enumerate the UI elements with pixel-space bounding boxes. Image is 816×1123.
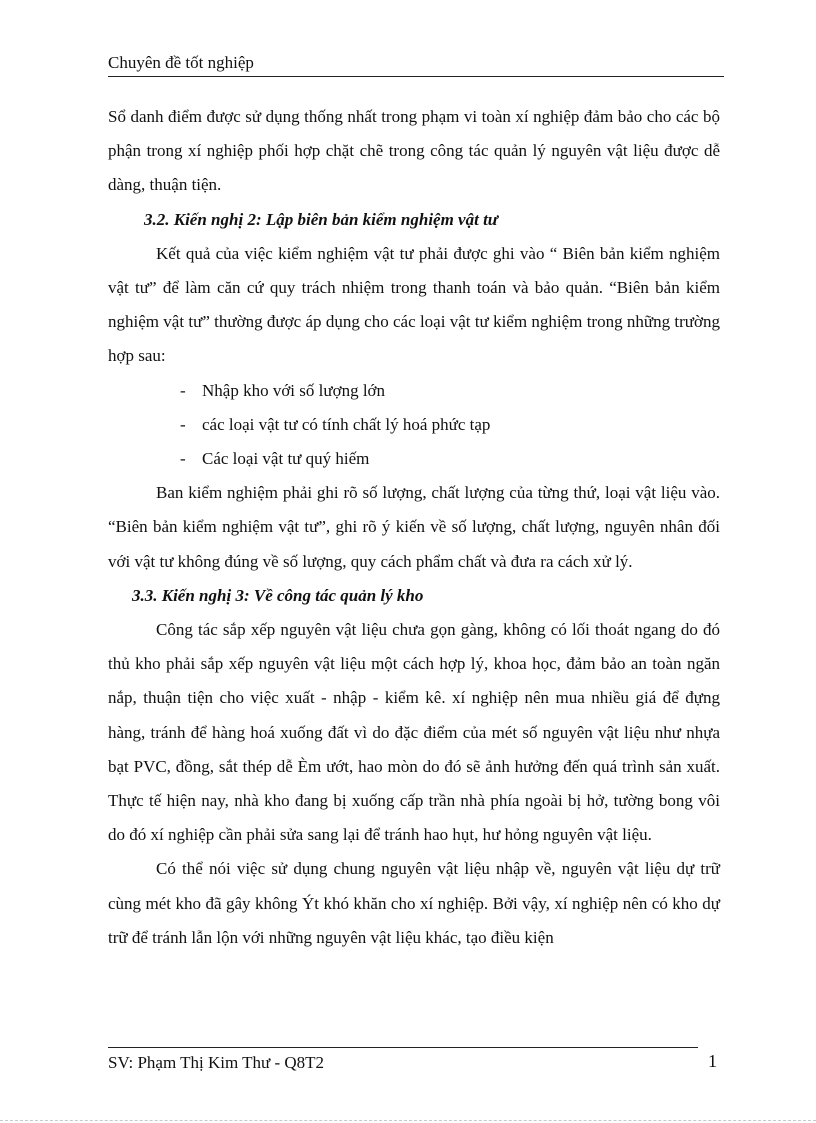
document-body [108,100,720,955]
footer-rule [108,1047,698,1048]
bullet-item [108,374,720,408]
bullet-list [108,374,720,477]
paragraph-2: Kết quả của việc kiểm nghiệm vật tư phải được ghi vào “ Biên bản kiểm nghiệm vật tư” để làm căn cứ quy trách nhiệm trong thanh toán và bảo quản. “Biên bản kiểm nghiệm vật tư” thường được áp dụng cho các loại vật tư kiểm nghiệm trong những trường hợp sau: [108,243,720,366]
paragraph-5: Có thể nói việc sử dụng chung nguyên vật liệu nhập về, nguyên vật liệu dự trữ cùng mét kho đã gây không Ýt khó khăn cho xí nghiệp. Bởi vậy, xí nghiệp nên có kho dự trữ để tránh lẫn lộn với những nguyên vật liệu khác, tạo điều kiện [108,859,720,947]
paragraph-3: Ban kiểm nghiệm phải ghi rõ số lượng, chất lượng của từng thứ, loại vật liệu vào. “Biên bản kiểm nghiệm vật tư”, ghi rõ ý kiến về số lượng, chất lượng, nguyên nhân đối với vật tư không đúng về số lượng, quy cách phẩm chất và đưa ra cách xử lý. [108,483,720,571]
header-rule [108,76,724,77]
page-bottom-divider [0,1120,816,1121]
section-heading-3-2: 3.2. Kiến nghị 2: Lập biên bản kiểm nghiệm vật tư [144,209,498,229]
bullet-text: Nhập kho với số lượng lớn [202,380,386,400]
bullet-dash: - [180,380,186,400]
page-header: Chuyên đề tốt nghiệp [108,53,254,72]
bullet-text: các loại vật tư có tính chất lý hoá phức tạp [202,414,491,434]
section-heading-3-3: 3.3. Kiến nghị 3: Về công tác quản lý kho [132,585,424,605]
footer-author: SV: Phạm Thị Kim Thư - Q8T2 [108,1053,325,1072]
bullet-text: Các loại vật tư quý hiếm [202,449,370,469]
bullet-dash: - [180,449,186,469]
paragraph-1: Sổ danh điểm được sử dụng thống nhất trong phạm vi toàn xí nghiệp đảm bảo cho các bộ phận trong xí nghiệp phối hợp chặt chẽ trong công tác quản lý nguyên vật liệu được dễ dàng, thuận tiện. [108,107,720,195]
bullet-dash: - [180,414,186,434]
bullet-item [108,442,720,476]
bullet-item [108,408,720,442]
page-number: 1 [708,1051,717,1071]
paragraph-4: Công tác sắp xếp nguyên vật liệu chưa gọn gàng, không có lối thoát ngang do đó thủ kho phải sắp xếp nguyên vật liệu một cách hợp lý, khoa học, đảm bảo an toàn ngăn nắp, thuận tiện cho việc xuất - nhập - kiểm kê. xí nghiệp nên mua nhiều giá để đựng hàng, tránh để hàng hoá xuống đất vì do đặc điểm của mét số nguyên vật liệu như nhựa bạt PVC, đồng, sắt thép dễ Èm ướt, hao mòn do đó sẽ ảnh hưởng đến quá trình sản xuất. Thực tế hiện nay, nhà kho đang bị xuống cấp trần nhà phía ngoài bị hở, tường bong vôi do đó xí nghiệp cần phải sửa sang lại để tránh hao hụt, hư hỏng nguyên vật liệu. [108,620,720,845]
